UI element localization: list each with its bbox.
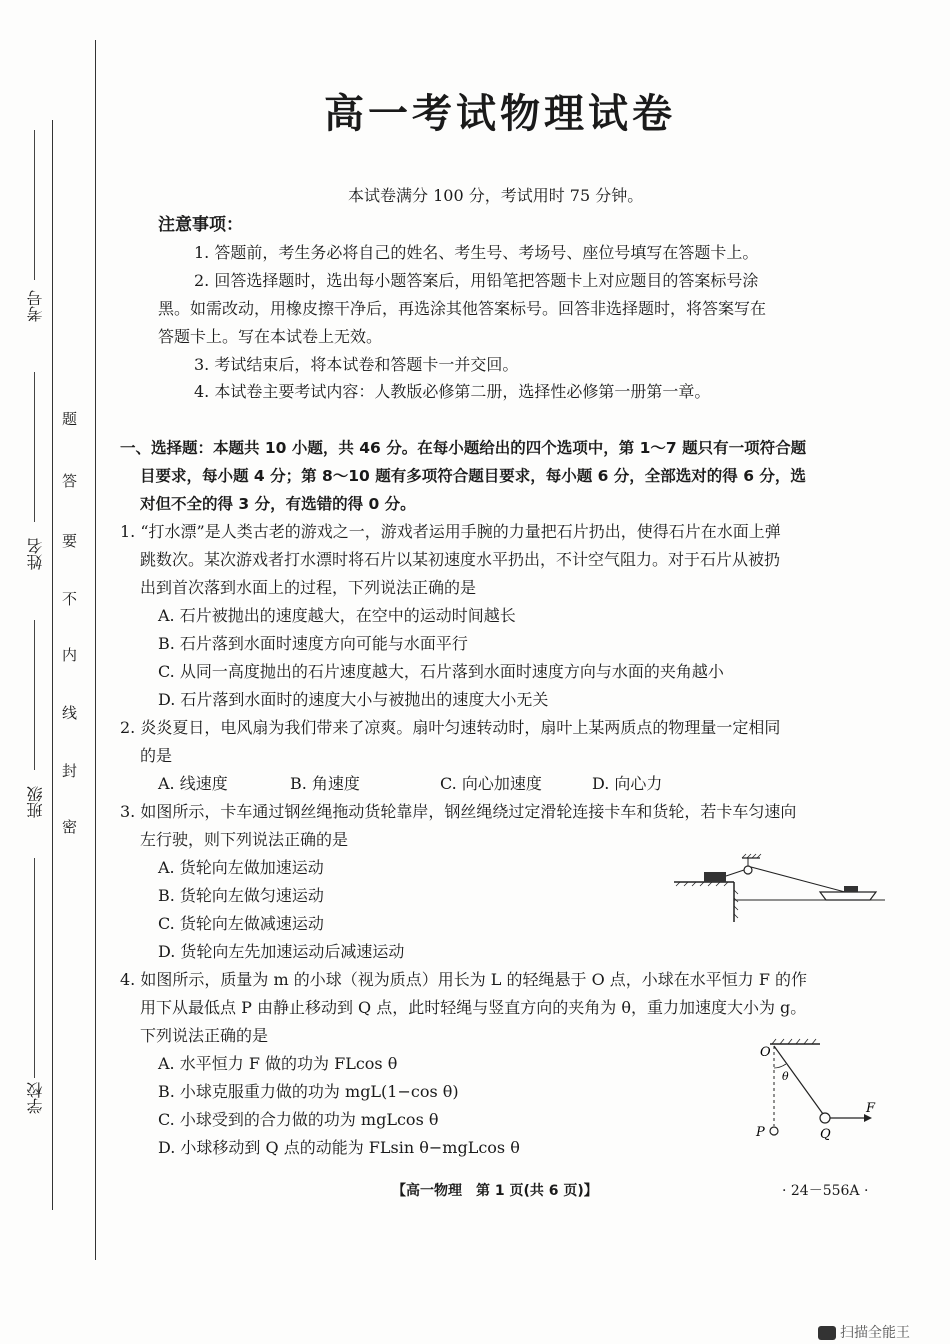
q1-option-a: A. 石片被抛出的速度越大，在空中的运动时间越长 [158,606,516,625]
underline-school [34,858,35,1078]
page-footer: 【高一物理 第 1 页(共 6 页)】 [392,1183,598,1199]
q4-stem: 用下从最低点 P 由静止移动到 Q 点，此时轻绳与竖直方向的夹角为 θ，重力加速度大小为 g。 [140,998,807,1017]
note-line: 答题卡上。写在本试卷上无效。 [158,327,383,346]
underline-class [34,620,35,770]
seal-char: 线 [62,704,78,722]
q4-figure [740,1034,890,1144]
q4-label-p: P [756,1125,765,1140]
seal-char: 密 [62,818,78,836]
label-exam-no: 考号 [26,290,45,322]
q3-stem: 3. 如图所示，卡车通过钢丝绳拖动货轮靠岸，钢丝绳绕过定滑轮连接卡车和货轮，若卡车匀速向 [120,802,797,821]
section-heading: 一、选择题：本题共 10 小题，共 46 分。在每小题给出的四个选项中，第 1～7 题只有一项符合题 [120,439,807,457]
q4-label-theta: θ [782,1070,789,1083]
seal-char: 封 [62,762,78,780]
label-name: 姓名 [26,538,45,570]
seal-char: 不 [62,590,78,608]
q3-option-c: C. 货轮向左做减速运动 [158,914,324,933]
q2-option-b: B. 角速度 [290,774,360,793]
seal-char: 题 [62,410,78,428]
underline-exam-no [34,130,35,280]
q2-stem: 的是 [140,746,173,765]
q4-stem: 4. 如图所示，质量为 m 的小球（视为质点）用长为 L 的轻绳悬于 O 点，小球在水平恒力 F 的作 [120,970,808,989]
scanner-logo-icon [818,1326,836,1340]
margin-line-inner [95,40,96,1260]
q1-option-d: D. 石片落到水面时的速度大小与被抛出的速度大小无关 [158,690,549,709]
q4-stem: 下列说法正确的是 [140,1026,269,1045]
label-school: 学校 [26,1082,45,1114]
margin-line-outer [52,120,53,1210]
q3-option-a: A. 货轮向左做加速运动 [158,858,324,877]
q2-option-a: A. 线速度 [158,774,228,793]
q2-option-c: C. 向心加速度 [440,774,542,793]
q2-stem: 2. 炎炎夏日，电风扇为我们带来了凉爽。扇叶匀速转动时，扇叶上某两质点的物理量一定相同 [120,718,781,737]
q4-option-d: D. 小球移动到 Q 点的动能为 FLsin θ−mgLcos θ [158,1138,520,1157]
section-heading: 对但不全的得 3 分，有选错的得 0 分。 [140,495,416,513]
note-line: 黑。如需改动，用橡皮擦干净后，再选涂其他答案标号。回答非选择题时，将答案写在 [158,299,767,318]
section-heading: 目要求，每小题 4 分；第 8～10 题有多项符合题目要求，每小题 6 分，全部选对的得 6 分，选 [140,467,806,485]
q4-option-b: B. 小球克服重力做的功为 mgL(1−cos θ) [158,1082,459,1101]
seal-char: 要 [62,532,78,550]
q1-stem: 1. “打水漂”是人类古老的游戏之一，游戏者运用手腕的力量把石片扔出，使得石片在水面上弹 [120,522,781,541]
q4-label-o: O [760,1045,771,1060]
q3-stem: 左行驶，则下列说法正确的是 [140,830,349,849]
note-line: 2. 回答选择题时，选出每小题答案后，用铅笔把答题卡上对应题目的答案标号涂 [194,271,759,290]
q4-label-q: Q [820,1127,831,1142]
note-line: 4. 本试卷主要考试内容：人教版必修第二册，选择性必修第一册第一章。 [194,382,711,401]
paper-code: · 24－556A · [782,1183,869,1199]
q3-figure [670,846,890,926]
scanner-watermark [818,1322,910,1342]
underline-name [34,372,35,522]
note-line: 3. 考试结束后，将本试卷和答题卡一并交回。 [194,355,519,374]
notes-heading: 注意事项： [158,215,243,235]
q1-stem: 出到首次落到水面上的过程，下列说法正确的是 [140,578,477,597]
label-class: 班级 [26,786,45,818]
q4-label-f: F [866,1101,876,1116]
scanner-watermark-text: 扫描全能王 [840,1325,910,1341]
q1-option-c: C. 从同一高度抛出的石片速度越大，石片落到水面时速度方向与水面的夹角越小 [158,662,724,681]
exam-intro: 本试卷满分 100 分，考试用时 75 分钟。 [348,186,644,205]
q2-option-d: D. 向心力 [592,774,663,793]
page-title: 高一考试物理试卷 [324,91,676,137]
q1-stem: 跳数次。某次游戏者打水漂时将石片以某初速度水平扔出，不计空气阻力。对于石片从被扔 [140,550,781,569]
seal-char: 答 [62,472,78,490]
q4-option-a: A. 水平恒力 F 做的功为 FLcos θ [158,1054,398,1073]
q4-option-c: C. 小球受到的合力做的功为 mgLcos θ [158,1110,439,1129]
q3-option-b: B. 货轮向左做匀速运动 [158,886,324,905]
q1-option-b: B. 石片落到水面时速度方向可能与水面平行 [158,634,468,653]
q3-option-d: D. 货轮向左先加速运动后减速运动 [158,942,405,961]
seal-char: 内 [62,646,78,664]
note-line: 1. 答题前，考生务必将自己的姓名、考生号、考场号、座位号填写在答题卡上。 [194,243,759,262]
